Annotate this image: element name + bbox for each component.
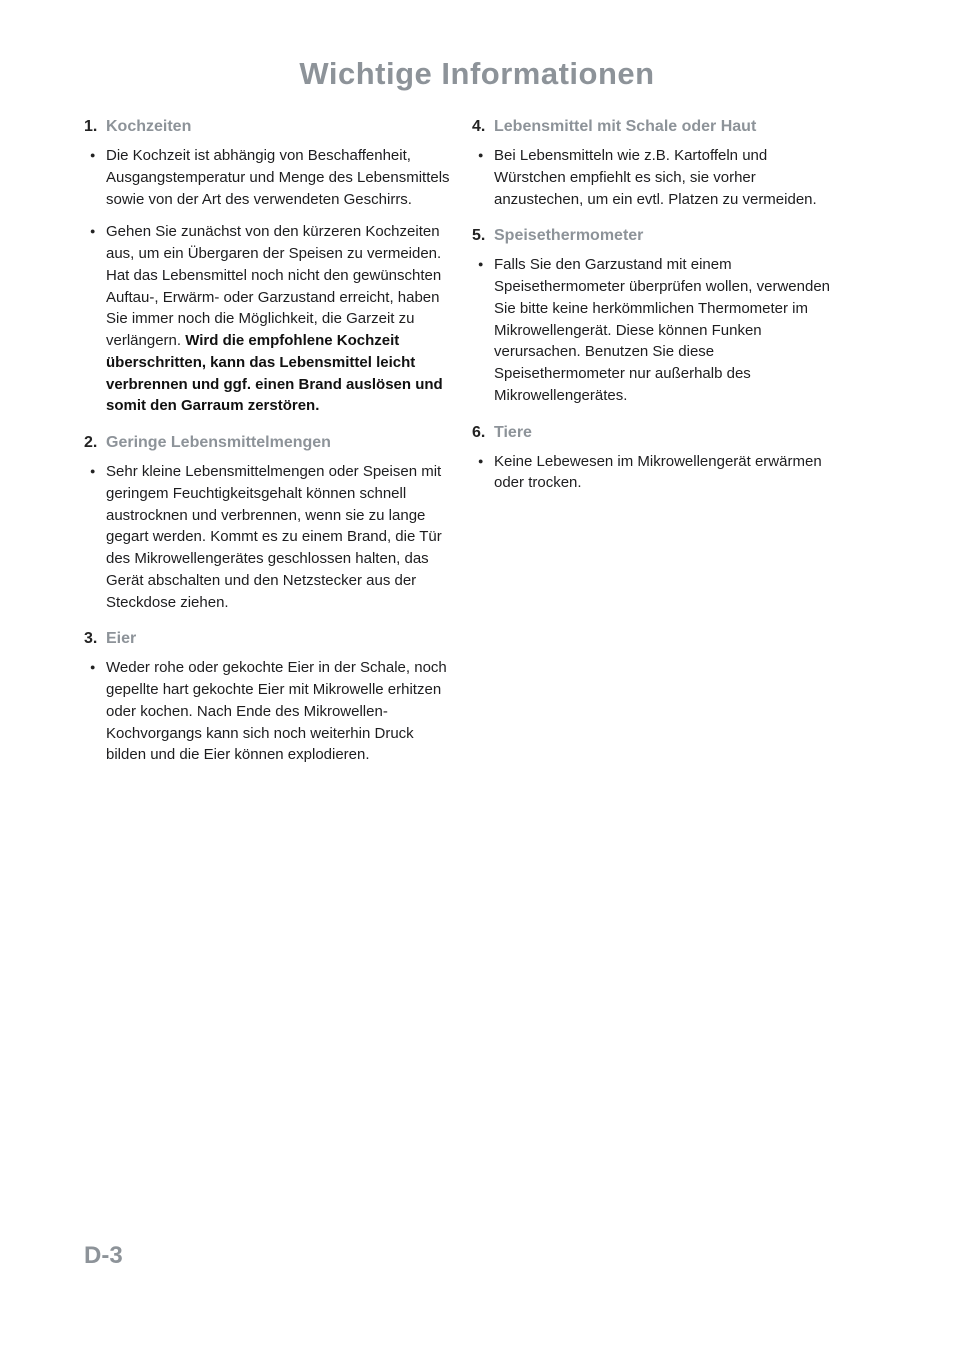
list-item [90,657,472,766]
bullet-text-normal: Gehen Sie zunächst von den kürzeren Kochzeiten aus, um ein Übergaren der Speisen zu vermeiden. Hat das Lebensmittel noch nicht den gewünschten Auftau-, Erwärm- oder Garzustand erreicht, haben Sie immer noch die Möglichkeit, die Garzeit zu verlängern. [106,223,442,349]
section-heading: Kochzeiten [106,118,192,135]
page-number: D-3 [84,1242,123,1269]
section-kochzeiten [84,118,472,417]
section-heading: Speisethermometer [494,227,644,245]
bullet-icon: ● [478,150,484,160]
section-lebensmittel-mit-schale [472,118,860,210]
bullet-text [494,451,838,495]
list-item [90,145,472,210]
section-heading-row [84,118,472,136]
bullet-text-normal: Keine Lebewesen im Mikrowellengerät erwärmen oder trocken. [494,452,822,492]
bullet-text-normal: Die Kochzeit ist abhängig von Beschaffenheit, Ausgangstemperatur und Menge des Lebensmittels sowie von der Art des verwendeten Geschirrs. [106,147,450,208]
section-heading: Tiere [494,423,532,441]
section-speisethermometer [472,227,860,406]
section-heading-row [472,424,860,442]
bullet-icon: ● [90,226,96,237]
section-heading-row [472,118,860,136]
bullet-icon: ● [90,150,96,160]
right-column [472,118,860,783]
bullet-icon: ● [478,259,484,270]
section-number: 6. [472,423,486,441]
bullet-text [106,461,450,613]
bullet-text-normal: Bei Lebensmitteln wie z.B. Kartoffeln und Würstchen empfiehlt es sich, sie vorher anzustechen, um ein evtl. Platzen zu vermeiden. [494,147,817,208]
list-item [478,145,860,210]
section-number: 2. [84,434,98,451]
section-heading: Eier [106,630,137,648]
section-eier [84,630,472,766]
list-item [478,451,860,495]
section-heading: Geringe Lebensmittelmengen [106,434,331,451]
section-heading-row [84,630,472,648]
bullet-text [106,145,450,210]
bullet-text [494,145,838,210]
bullet-text [106,221,450,417]
page-title: Wichtige Informationen [299,56,655,91]
two-column-layout [0,118,954,783]
list-item [90,221,472,417]
section-heading: Lebensmittel mit Schale oder Haut [494,118,757,135]
bullet-icon: ● [478,455,484,466]
list-item [90,461,472,613]
bullet-text-normal: Weder rohe oder gekochte Eier in der Schale, noch gepellte hart gekochte Eier mit Mikrowelle erhitzen oder kochen. Nach Ende des Mikrowellen-Kochvorgangs kann sich noch weiterhin Druck bilden und die Eier können explodieren. [106,659,447,764]
section-tiere [472,424,860,495]
section-heading-row [84,434,472,452]
section-number: 4. [472,118,486,135]
bullet-text-normal: Sehr kleine Lebensmittelmengen oder Speisen mit geringem Feuchtigkeitsgehalt können schnell austrocknen und verbrennen, wenn sie zu lange gegart werden. Kommt es zu einem Brand, die Tür des Mikrowellengerätes geschlossen halten, das Gerät abschalten und den Netzstecker aus der Steckdose ziehen. [106,463,442,611]
section-number: 3. [84,630,98,648]
list-item [478,254,860,406]
left-column [84,118,472,783]
section-number: 5. [472,227,486,245]
section-geringe-lebensmittelmengen [84,434,472,613]
bullet-icon: ● [90,662,96,673]
bullet-text-bold: Wird die empfohlene Kochzeit überschritten, kann das Lebensmittel leicht verbrennen und ggf. einen Brand auslösen und somit den Garraum zerstören. [106,332,443,415]
section-number: 1. [84,118,98,135]
section-heading-row [472,227,860,245]
bullet-text-normal: Falls Sie den Garzustand mit einem Speisethermometer überprüfen wollen, verwenden Sie bitte keine herkömmlichen Thermometer im Mikrowellengerät. Diese können Funken verursachen. Benutzen Sie diese Speisethermometer nur außerhalb des Mikrowellengerätes. [494,256,831,404]
bullet-text [106,657,450,766]
bullet-icon: ● [90,466,96,476]
bullet-text [494,254,838,406]
